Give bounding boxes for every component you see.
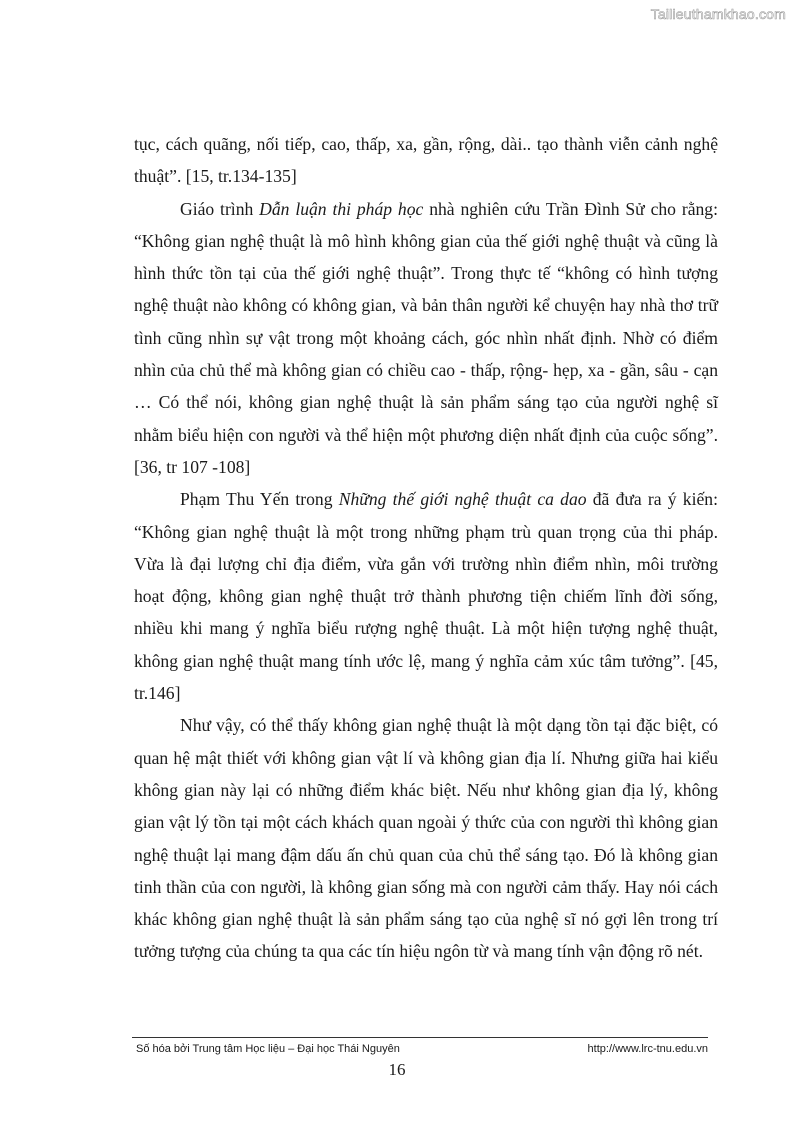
- footer-source: Số hóa bởi Trung tâm Học liệu – Đại học Thái Nguyên: [136, 1043, 400, 1055]
- page-number: 16: [388, 1060, 406, 1079]
- footer-url: http://www.lrc-tnu.edu.vn: [587, 1043, 708, 1055]
- paragraph-text-lead: Phạm Thu Yến trong: [180, 489, 339, 510]
- book-title: Những thế giới nghệ thuật ca dao: [338, 489, 587, 510]
- paragraph-text-lead: Giáo trình: [180, 198, 260, 219]
- paragraph-pham-thu-yen: [134, 483, 718, 709]
- book-title: Dẫn luận thi pháp học: [259, 198, 424, 219]
- paragraph-text-body: đã đưa ra ý kiến: “Không gian nghệ thuật là một trong những phạm trù quan trọng của thi pháp. Vừa là đại lượng chỉ địa điểm, vừa gắn với trường nhìn điểm nhìn, môi trường hoạt động, không gian nghệ thuật trở thành phương tiện chiếm lĩnh đời sống, nhiều khi mang ý nghĩa biểu rượng nghệ thuật. Là một hiện tượng nghệ thuật, không gian nghệ thuật mang tính ước lệ, mang ý nghĩa cảm xúc tâm tưởng”. [45, tr.146]: [134, 489, 718, 704]
- paragraph-continuation: tục, cách quãng, nối tiếp, cao, thấp, xa, gần, rộng, dài.. tạo thành viễn cảnh nghệ thuật”. [15, tr.134-135]: [134, 134, 718, 187]
- paragraph-text-body: nhà nghiên cứu Trần Đình Sử cho rằng: “Không gian nghệ thuật là mô hình không gian của thế giới nghệ thuật và cũng là hình thức tồn tại của thế giới nghệ thuật”. Trong thực tế “không có hình tượng nghệ thuật nào không có không gian, và bản thân người kể chuyện hay nhà thơ trữ tình cũng nhìn sự vật trong một khoảng cách, góc nhìn nhất định. Nhờ có điểm nhìn của chủ thể mà không gian có chiều cao - thấp, rộng- hẹp, xa - gần, sâu - cạn … Có thể nói, không gian nghệ thuật là sản phẩm sáng tạo của người nghệ sĩ nhằm biểu hiện con người và thể hiện một phương diện nhất định của cuộc sống”. [36, tr 107 -108]: [134, 198, 718, 477]
- document-body: [134, 128, 718, 968]
- watermark: Tailieuthamkhao.com: [650, 6, 786, 22]
- footer-divider: [132, 1037, 708, 1038]
- paragraph-tran-dinh-su: [134, 193, 718, 484]
- paragraph-conclusion: Như vậy, có thể thấy không gian nghệ thuật là một dạng tồn tại đặc biệt, có quan hệ mật thiết với không gian vật lí và không gian địa lí. Nhưng giữa hai kiểu không gian này lại có những điểm khác biệt. Nếu như không gian địa lý, không gian vật lý tồn tại một cách khách quan ngoài ý thức của con người thì không gian nghệ thuật lại mang đậm dấu ấn chủ quan của chủ thể sáng tạo. Đó là không gian tinh thần của con người, là không gian sống mà con người cảm thấy. Hay nói cách khác không gian nghệ thuật là sản phẩm sáng tạo của nghệ sĩ nó gợi lên trong trí tưởng tượng của chúng ta qua các tín hiệu ngôn từ và mang tính vận động rõ nét.: [134, 715, 718, 962]
